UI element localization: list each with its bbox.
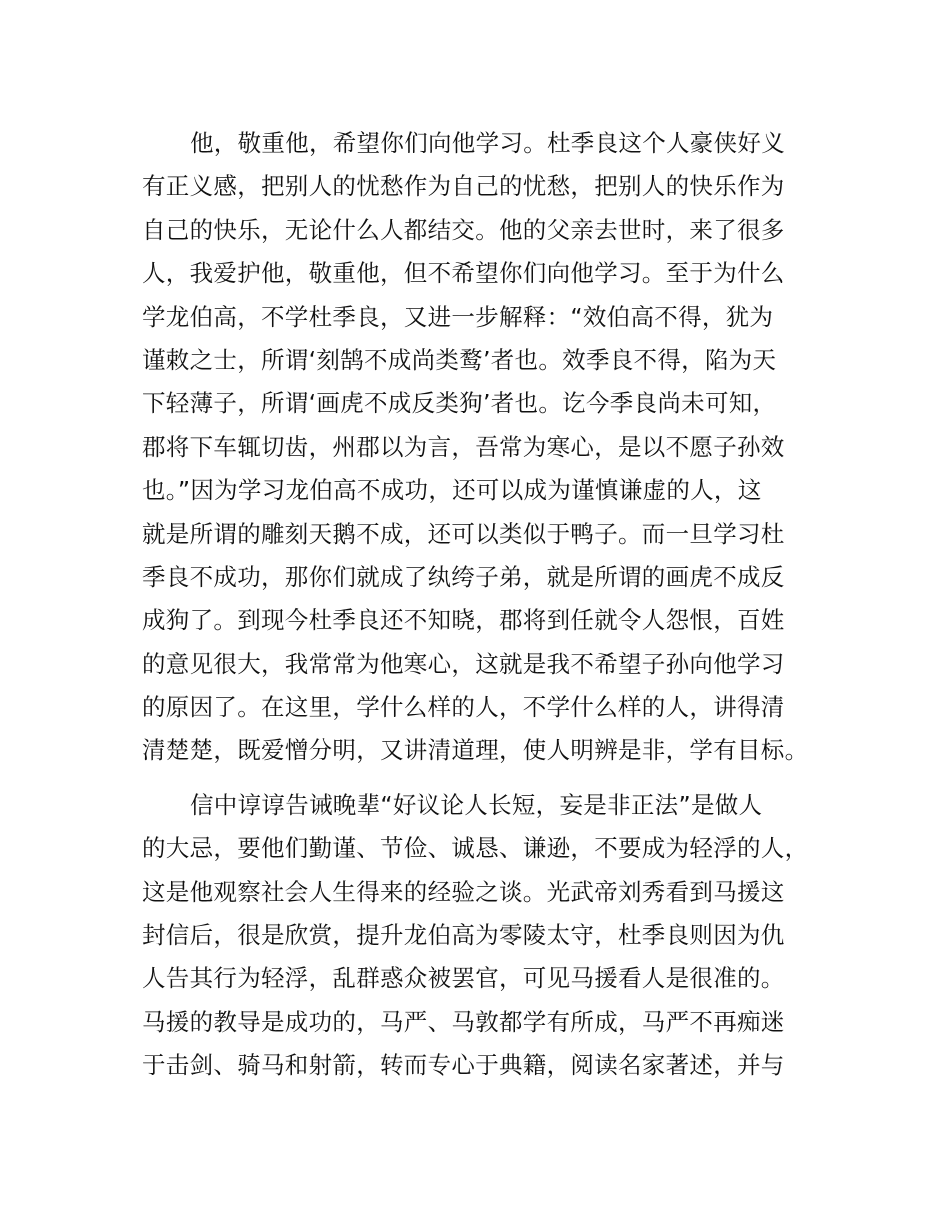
text-line: 信中谆谆告诫晚辈“好议论人长短，妄是非正法”是做人 <box>190 790 763 819</box>
text-line: 封信后，很是欣赏，提升龙伯高为零陵太守，杜季良则因为仇 <box>142 921 785 950</box>
text-line: 成狗了。到现今杜季良还不知晓，郡将到任就令人怨恨，百姓 <box>142 606 785 635</box>
text-line: 下轻薄子，所谓‘画虎不成反类狗’者也。讫今季良尚未可知， <box>142 389 777 418</box>
text-line: 也。”因为学习龙伯高不成功，还可以成为谨慎谦虚的人，这 <box>142 476 762 505</box>
document-body <box>142 122 832 1088</box>
text-line: 的原因了。在这里，学什么样的人，不学什么样的人，讲得清 <box>142 693 785 722</box>
text-line: 有正义感，把别人的忧愁作为自己的忧愁，把别人的快乐作为 <box>142 172 785 201</box>
text-line: 清楚楚，既爱憎分明，又讲清道理，使人明辨是非，学有目标。 <box>142 736 809 765</box>
paragraph-1 <box>142 122 832 773</box>
text-line: 季良不成功，那你们就成了纨绔子弟，就是所谓的画虎不成反 <box>142 562 785 591</box>
text-line: 人告其行为轻浮，乱群惑众被罢官，可见马援看人是很准的。 <box>142 964 785 993</box>
text-line: 谨敕之士，所谓‘刻鹄不成尚类鹜’者也。效季良不得，陷为天 <box>142 345 777 374</box>
paragraph-2 <box>142 784 832 1088</box>
text-line: 的大忌，要他们勤谨、节俭、诚恳、谦逊，不要成为轻浮的人， <box>142 834 809 863</box>
text-line: 的意见很大，我常常为他寒心，这就是我不希望子孙向他学习 <box>142 649 785 678</box>
text-line: 人，我爱护他，敬重他，但不希望你们向他学习。至于为什么 <box>142 259 785 288</box>
text-line: 学龙伯高，不学杜季良，又进一步解释：“效伯高不得，犹为 <box>142 302 774 331</box>
text-line: 就是所谓的雕刻天鹅不成，还可以类似于鸭子。而一旦学习杜 <box>142 519 785 548</box>
text-line: 郡将下车辄切齿，州郡以为言，吾常为寒心，是以不愿子孙效 <box>142 432 785 461</box>
text-line: 于击剑、骑马和射箭，转而专心于典籍，阅读名家著述，并与 <box>142 1051 785 1080</box>
text-line: 这是他观察社会人生得来的经验之谈。光武帝刘秀看到马援这 <box>142 877 785 906</box>
text-line: 他，敬重他，希望你们向他学习。杜季良这个人豪侠好义 <box>190 129 785 157</box>
text-line: 自己的快乐，无论什么人都结交。他的父亲去世时，来了很多 <box>142 215 785 244</box>
text-line: 马援的教导是成功的，马严、马敦都学有所成，马严不再痴迷 <box>142 1007 785 1036</box>
